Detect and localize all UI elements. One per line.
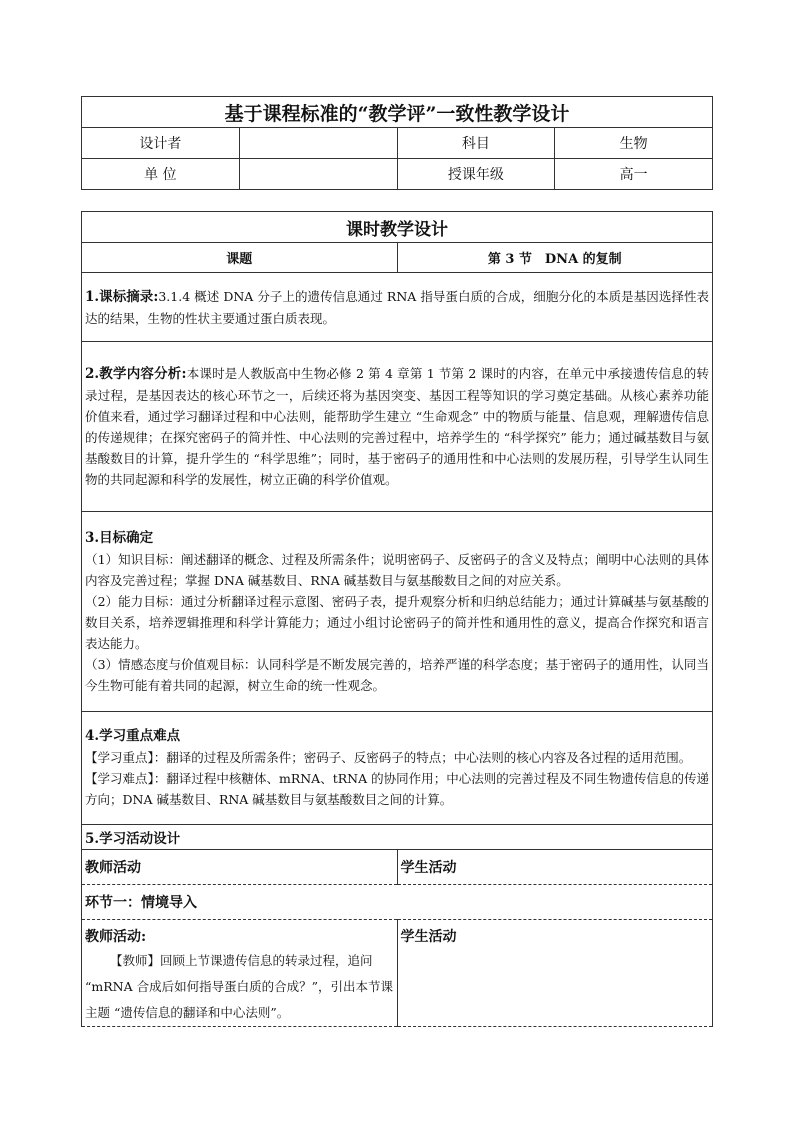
student-activity-heading: 学生活动 [397,920,713,1027]
document-title: 基于课程标准的“教学评”一致性教学设计 [82,97,713,128]
lesson-table [81,211,713,1027]
student-column-header: 学生活动 [397,850,713,885]
activity-section-label: 5.学习活动设计 [82,825,713,850]
keypoints-label: 4.学习重点难点 [85,728,181,744]
standard-text: 3.1.4 概述 DNA 分子上的遗传信息通过 RNA 指导蛋白质的合成，细胞分化的本质是基因选择性表达的结果，生物的性状主要通过蛋白质表现。 [85,288,710,326]
keypoint-focus: 【学习重点】：翻译的过程及所需条件；密码子、反密码子的特点；中心法则的核心内容及各过程的适用范围。 [85,750,692,765]
goals-section [82,512,713,712]
analysis-label: 2.教学内容分析: [85,366,187,382]
header-table [81,96,713,190]
goal-ability: （2）能力目标：通过分析翻译过程示意图、密码子表，提升观察分析和归纳总结能力；通过计算碱基与氨基酸的数目关系，培养逻辑推理和科学计算能力；通过小组讨论密码子的简并性和通用性的意义，提高合作探究和语言表达能力。 [85,593,709,651]
subject-label: 科目 [397,128,555,159]
grade-value: 高一 [555,159,713,190]
teacher-activity-text: 【教师】回顾上节课遗传信息的转录过程，追问 “mRNA 合成后如何指导蛋白质的合成？”，引出本节课主题 “遗传信息的翻译和中心法则”。 [85,953,393,1020]
designer-value [239,128,397,159]
standard-section [82,273,713,342]
keypoint-difficulty: 【学习难点】：翻译过程中核糖体、mRNA、tRNA 的协同作用；中心法则的完善过程及不同生物遗传信息的传递方向；DNA 碱基数目、RNA 碱基数目与氨基酸数目之间的计算。 [85,771,709,807]
stage-one-label: 环节一：情境导入 [82,885,713,920]
teacher-column-header: 教师活动 [82,850,398,885]
lesson-title: 课时教学设计 [82,212,713,243]
grade-label: 授课年级 [397,159,555,190]
unit-value [239,159,397,190]
subject-value: 生物 [555,128,713,159]
keypoints-section [82,712,713,825]
topic-label: 课题 [82,243,398,273]
topic-value: 第 3 节 DNA 的复制 [397,243,713,273]
goal-values: （3）情感态度与价值观目标：认同科学是不断发展完善的，培养严谨的科学态度；基于密码子的通用性，认同当今生物可能有着共同的起源，树立生命的统一性观念。 [85,656,709,693]
analysis-section [82,342,713,512]
goal-knowledge: （1）知识目标：阐述翻译的概念、过程及所需条件；说明密码子、反密码子的含义及特点；阐明中心法则的具体内容及完善过程；掌握 DNA 碱基数目、RNA 碱基数目与氨基酸数目之间的对应关系。 [85,551,709,588]
designer-label: 设计者 [82,128,240,159]
goals-label: 3.目标确定 [85,529,154,546]
teacher-activity-heading: 教师活动: [85,929,147,945]
teacher-activity-cell [82,920,398,1027]
unit-label: 单 位 [82,159,240,190]
standard-label: 1.课标摘录: [85,288,159,305]
analysis-text: 本课时是人教版高中生物必修 2 第 4 章第 1 节第 2 课时的内容，在单元中承接遗传信息的转录过程，是基因表达的核心环节之一，后续还将为基因突变、基因工程等知识的学习奠定基础。从核心素养功能价值来看，通过学习翻译过程和中心法则，能帮助学生建立 “生命观念” 中的物质与能量、信息观，理解遗传信息的传递规律；在探究密码子的简并性、中心法则的完善过程中，培养学生的 “科学探究” 能力；通过碱基数目与氨基酸数目的计算，提升学生的 “科学思维”；同时，基于密码子的通用性和中心法则的发展历程，引导学生认同生物的共同起源和科学的发展性，树立正确的科学价值观。 [85,366,709,487]
